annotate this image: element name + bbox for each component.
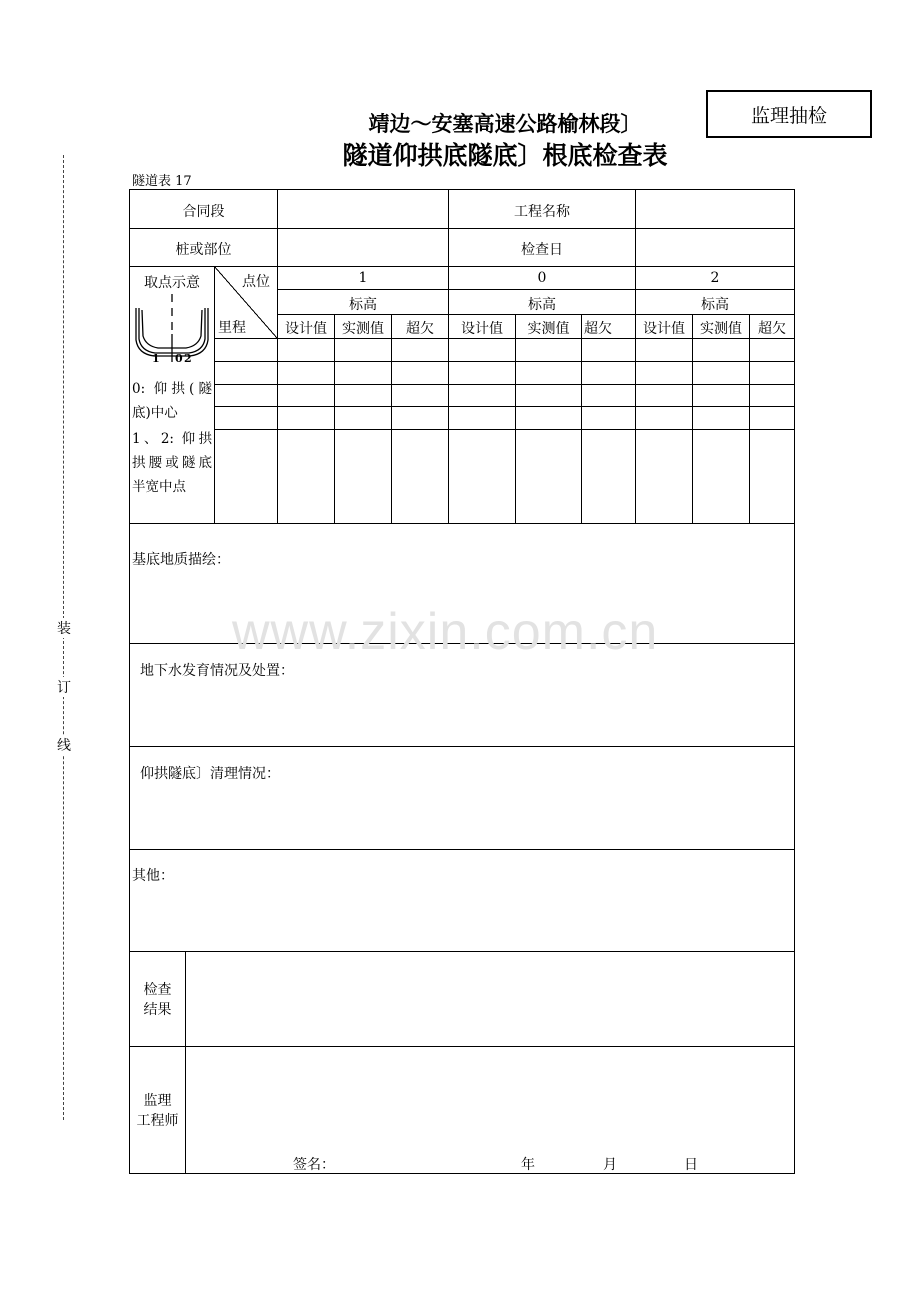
- point-header-0: 0: [537, 270, 547, 286]
- col-design-value: 设计值: [285, 321, 327, 337]
- geology-description-label: 基底地质描绘：: [132, 552, 230, 568]
- binding-char-1: 装: [55, 618, 73, 638]
- sketch-title: 取点示意: [144, 275, 200, 291]
- mileage-label: 里程: [218, 320, 246, 336]
- measurement-cell[interactable]: [582, 388, 635, 405]
- mileage-cell[interactable]: [215, 433, 277, 522]
- measurement-cell[interactable]: [750, 342, 794, 360]
- point-position-label: 点位: [242, 274, 270, 290]
- pile-position-label: 桩或部位: [175, 242, 232, 258]
- contract-section-label: 合同段: [182, 204, 225, 220]
- measurement-cell[interactable]: [392, 365, 448, 383]
- measurement-cell[interactable]: [582, 365, 635, 383]
- point-header-1: 1: [358, 270, 368, 286]
- measurement-cell[interactable]: [449, 365, 515, 383]
- elevation-header-1: 标高: [349, 297, 377, 313]
- col-measured-value: 实测值: [700, 321, 742, 337]
- measurement-cell[interactable]: [750, 433, 794, 522]
- invert-cleaning-label: 仰拱隧底〕清理情况：: [140, 766, 280, 782]
- inspection-result-label: 检查 结果: [143, 982, 172, 1018]
- measurement-cell[interactable]: [335, 388, 391, 405]
- col-over-under: 超欠: [584, 321, 612, 337]
- supervisor-engineer-label: 监理 工程师: [136, 1093, 179, 1129]
- elevation-header-0: 标高: [528, 297, 556, 313]
- measurement-cell[interactable]: [449, 388, 515, 405]
- measurement-cell[interactable]: [582, 433, 635, 522]
- sketch-note-center: 0: 仰拱(隧底)中心: [132, 381, 212, 421]
- form-number: 隧道表 17: [132, 174, 192, 189]
- document-title-line-2: 隧道仰拱底隧底〕根底检查表: [342, 141, 668, 170]
- sketch-point-1: 1: [152, 352, 160, 365]
- measurement-cell[interactable]: [516, 388, 581, 405]
- measurement-cell[interactable]: [693, 410, 749, 428]
- measurement-cell[interactable]: [449, 342, 515, 360]
- signature-label: 签名：: [293, 1157, 335, 1173]
- project-name-label: 工程名称: [514, 204, 570, 220]
- sketch-note-waist: 1、2: 仰拱拱腰或隧底半宽中点: [132, 431, 212, 495]
- binding-char-3: 线: [55, 735, 73, 755]
- elevation-header-2: 标高: [701, 297, 729, 313]
- col-design-value: 设计值: [461, 321, 503, 337]
- measurement-cell[interactable]: [516, 433, 581, 522]
- measurement-cell[interactable]: [278, 388, 334, 405]
- supervision-check-badge: 监理抽检: [706, 90, 872, 138]
- measurement-cell[interactable]: [750, 365, 794, 383]
- measurement-cell[interactable]: [278, 410, 334, 428]
- measurement-cell[interactable]: [335, 433, 391, 522]
- col-design-value: 设计值: [643, 321, 685, 337]
- mileage-cell[interactable]: [215, 388, 277, 405]
- measurement-cell[interactable]: [750, 388, 794, 405]
- mileage-cell[interactable]: [215, 410, 277, 428]
- measurement-cell[interactable]: [278, 342, 334, 360]
- measurement-cell[interactable]: [582, 342, 635, 360]
- year-label: 年: [521, 1157, 535, 1173]
- sketch-point-2: 2: [184, 352, 192, 365]
- measurement-cell[interactable]: [750, 410, 794, 428]
- inspection-date-label: 检查日: [521, 242, 563, 258]
- groundwater-label: 地下水发育情况及处置：: [140, 663, 294, 679]
- col-over-under: 超欠: [758, 321, 786, 337]
- measurement-cell[interactable]: [449, 433, 515, 522]
- col-measured-value: 实测值: [342, 321, 384, 337]
- other-label: 其他：: [132, 868, 174, 884]
- measurement-cell[interactable]: [693, 388, 749, 405]
- measurement-cell[interactable]: [516, 342, 581, 360]
- measurement-cell[interactable]: [516, 410, 581, 428]
- measurement-cell[interactable]: [636, 342, 692, 360]
- measurement-cell[interactable]: [636, 410, 692, 428]
- measurement-cell[interactable]: [392, 388, 448, 405]
- mileage-cell[interactable]: [215, 342, 277, 360]
- measurement-cell[interactable]: [335, 342, 391, 360]
- mileage-cell[interactable]: [215, 365, 277, 383]
- watermark: www.zixin.com.cn: [232, 603, 659, 661]
- col-over-under: 超欠: [406, 321, 434, 337]
- month-label: 月: [603, 1157, 617, 1173]
- measurement-cell[interactable]: [278, 433, 334, 522]
- binding-char-2: 订: [55, 677, 73, 697]
- day-label: 日: [684, 1157, 698, 1173]
- measurement-cell[interactable]: [636, 365, 692, 383]
- measurement-cell[interactable]: [582, 410, 635, 428]
- measurement-cell[interactable]: [392, 342, 448, 360]
- measurement-cell[interactable]: [693, 342, 749, 360]
- point-header-2: 2: [710, 270, 720, 286]
- sketch-point-0: 0: [175, 352, 183, 365]
- measurement-cell[interactable]: [636, 433, 692, 522]
- document-title-line-1: 靖边～安塞高速公路榆林段〕: [368, 112, 642, 136]
- tunnel-cross-section-diagram: [130, 290, 214, 368]
- measurement-cell[interactable]: [392, 433, 448, 522]
- measurement-cell[interactable]: [449, 410, 515, 428]
- measurement-cell[interactable]: [335, 410, 391, 428]
- measurement-cell[interactable]: [693, 433, 749, 522]
- measurement-cell[interactable]: [693, 365, 749, 383]
- measurement-cell[interactable]: [636, 388, 692, 405]
- measurement-cell[interactable]: [335, 365, 391, 383]
- measurement-cell[interactable]: [392, 410, 448, 428]
- measurement-cell[interactable]: [516, 365, 581, 383]
- measurement-cell[interactable]: [278, 365, 334, 383]
- col-measured-value: 实测值: [527, 321, 570, 337]
